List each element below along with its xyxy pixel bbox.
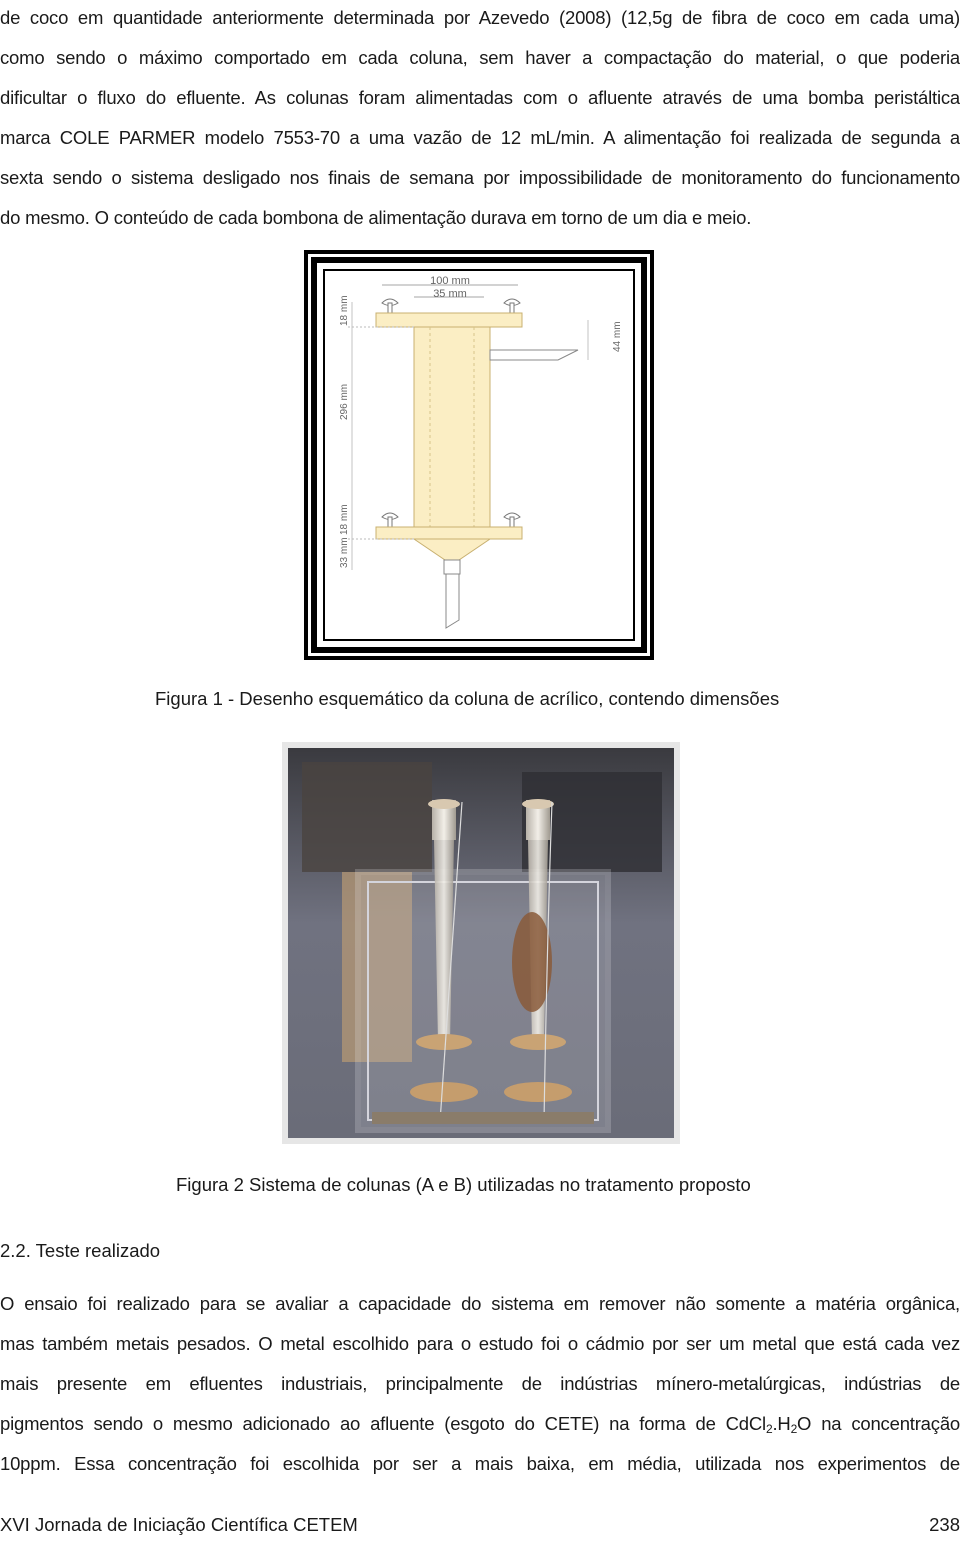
text-line: mais presente em efluentes industriais, principalmente de indústrias mínero-metalúrgicas, indústrias de [0, 1373, 960, 1394]
text-line-formula [0, 1404, 960, 1444]
formula-text: .H [772, 1413, 791, 1434]
dimension-label: 100 mm [430, 275, 470, 287]
dimension-label: 33 mm [339, 537, 350, 568]
dimension-label: 35 mm [433, 288, 467, 300]
figure-2-caption: Figura 2 Sistema de colunas (A e B) utilizadas no tratamento proposto [176, 1174, 751, 1195]
figure-2-photo [282, 742, 680, 1144]
page-footer [0, 1514, 960, 1536]
text-line: dificultar o fluxo do efluente. As colunas foram alimentadas com o afluente através de uma bomba peristáltica [0, 87, 960, 108]
intro-paragraph [0, 0, 960, 238]
text-line: 10ppm. Essa concentração foi escolhida por ser a mais baixa, em média, utilizada nos experimentos de [0, 1453, 960, 1474]
subscript: 2 [765, 1422, 773, 1436]
text-line: marca COLE PARMER modelo 7553-70 a uma vazão de 12 mL/min. A alimentação foi realizada de segunda a [0, 127, 960, 148]
dimension-label: 296 mm [339, 383, 350, 420]
footer-title: XVI Jornada de Iniciação Científica CETEM [0, 1514, 358, 1535]
text-line: mas também metais pesados. O metal escolhido para o estudo foi o cádmio por ser um metal que está cada vez [0, 1333, 960, 1354]
text-line: sexta sendo o sistema desligado nos finais de semana por impossibilidade de monitoramento do funcionamento [0, 167, 960, 188]
text-line: como sendo o máximo comportado em cada coluna, sem haver a compactação do material, o que poderia [0, 47, 960, 68]
section-heading: 2.2. Teste realizado [0, 1240, 161, 1261]
dimension-label: 18 mm [339, 295, 350, 326]
text-line: do mesmo. O conteúdo de cada bombona de alimentação durava em torno de um dia e meio. [0, 207, 752, 228]
subscript: 2 [790, 1422, 798, 1436]
page-number: 238 [929, 1514, 960, 1535]
formula-text: pigmentos sendo o mesmo adicionado ao afluente (esgoto do CETE) na forma de CdCl [0, 1413, 766, 1434]
section-paragraph [0, 1284, 960, 1484]
text-line: O ensaio foi realizado para se avaliar a capacidade do sistema em remover não somente a matéria orgânica, [0, 1293, 960, 1314]
formula-text: O na concentração [797, 1413, 960, 1434]
dimension-label: 18 mm [339, 504, 350, 535]
text-line: de coco em quantidade anteriormente determinada por Azevedo (2008) (12,5g de fibra de coco em cada uma) [0, 7, 960, 28]
figure-1-caption: Figura 1 - Desenho esquemático da coluna de acrílico, contendo dimensões [155, 688, 780, 709]
figure-1-schematic [304, 250, 654, 660]
dimension-label: 44 mm [612, 321, 623, 352]
